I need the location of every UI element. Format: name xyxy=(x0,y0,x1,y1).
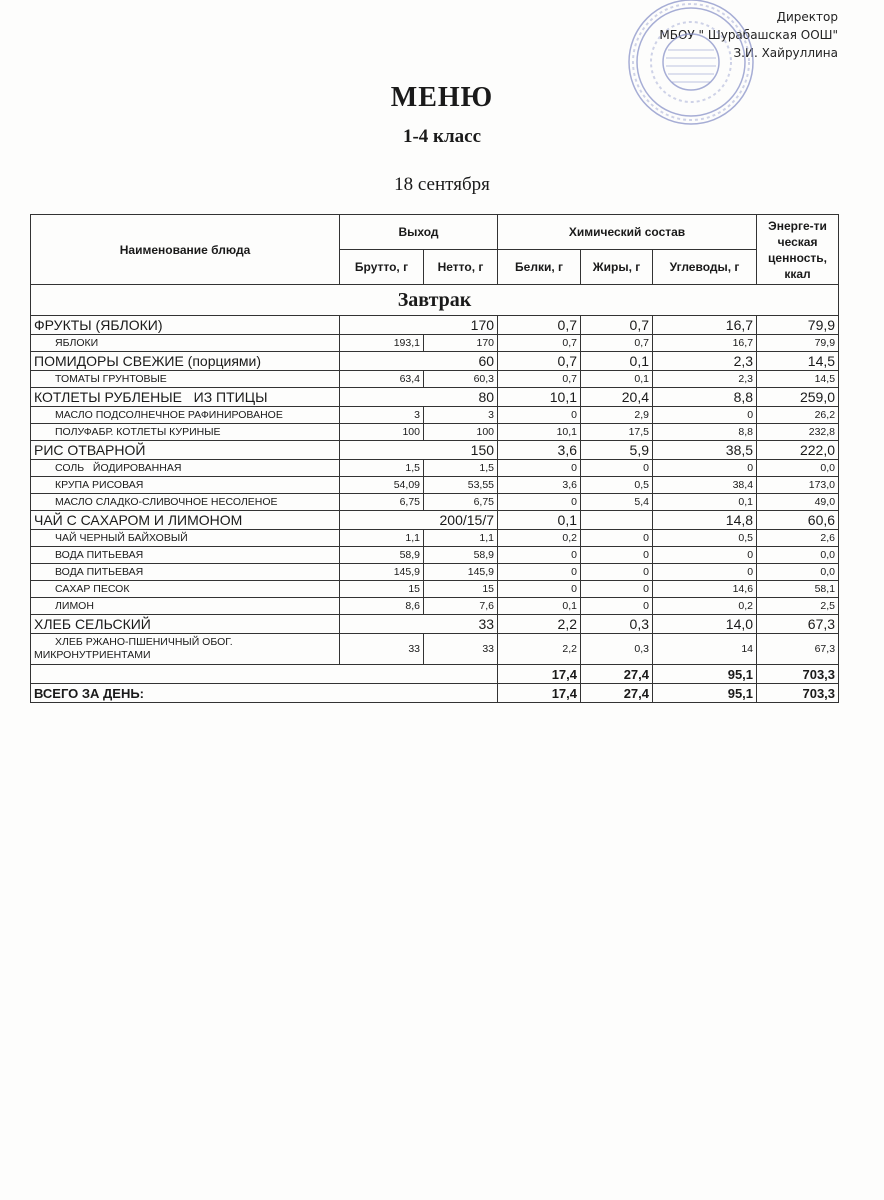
ingredient-netto: 15 xyxy=(424,581,498,598)
ingredient-carbs: 0,5 xyxy=(653,530,757,547)
ingredient-brutto: 100 xyxy=(340,424,424,441)
ingredient-brutto: 8,6 xyxy=(340,598,424,615)
dish-carbs: 16,7 xyxy=(653,316,757,335)
dish-row xyxy=(31,388,839,407)
ingredient-fat: 0,7 xyxy=(581,335,653,352)
ingredient-protein: 0,7 xyxy=(498,371,581,388)
dish-fat: 5,9 xyxy=(581,441,653,460)
dish-name: ЧАЙ С САХАРОМ И ЛИМОНОМ xyxy=(31,511,340,530)
ingredient-fat: 0,3 xyxy=(581,634,653,665)
ingredient-carbs: 0,2 xyxy=(653,598,757,615)
dish-energy: 222,0 xyxy=(757,441,839,460)
ingredient-name: ТОМАТЫ ГРУНТОВЫЕ xyxy=(31,371,340,388)
ingredient-protein: 10,1 xyxy=(498,424,581,441)
ingredient-fat: 0 xyxy=(581,460,653,477)
ingredient-carbs: 14 xyxy=(653,634,757,665)
ingredient-row xyxy=(31,598,839,615)
ingredient-fat: 0 xyxy=(581,564,653,581)
dish-row xyxy=(31,352,839,371)
document-title: МЕНЮ xyxy=(390,82,494,113)
dish-carbs: 38,5 xyxy=(653,441,757,460)
ingredient-name: ВОДА ПИТЬЕВАЯ xyxy=(31,564,340,581)
dish-name: ПОМИДОРЫ СВЕЖИЕ (порциями) xyxy=(31,352,340,371)
dish-name: ФРУКТЫ (ЯБЛОКИ) xyxy=(31,316,340,335)
dish-row xyxy=(31,316,839,335)
class-label: 1-4 класс xyxy=(402,126,482,147)
ingredient-netto: 60,3 xyxy=(424,371,498,388)
ingredient-protein: 0 xyxy=(498,407,581,424)
ingredient-row xyxy=(31,530,839,547)
menu-table xyxy=(30,214,839,703)
ingredient-name: КРУПА РИСОВАЯ xyxy=(31,477,340,494)
dish-output: 60 xyxy=(340,352,498,371)
ingredient-energy: 14,5 xyxy=(757,371,839,388)
ingredient-carbs: 0 xyxy=(653,564,757,581)
ingredient-netto: 3 xyxy=(424,407,498,424)
ingredient-brutto: 1,5 xyxy=(340,460,424,477)
col-header-output: Выход xyxy=(340,215,498,250)
ingredient-row xyxy=(31,460,839,477)
dish-fat: 0,1 xyxy=(581,352,653,371)
ingredient-row xyxy=(31,547,839,564)
ingredient-carbs: 0 xyxy=(653,407,757,424)
subtotal-fat: 27,4 xyxy=(581,665,653,684)
ingredient-brutto: 63,4 xyxy=(340,371,424,388)
dish-protein: 2,2 xyxy=(498,615,581,634)
ingredient-carbs: 2,3 xyxy=(653,371,757,388)
ingredient-name-text: ХЛЕБ РЖАНО-ПШЕНИЧНЫЙ ОБОГ. МИКРОНУТРИЕНТАМИ xyxy=(34,636,233,661)
subtotal-protein: 17,4 xyxy=(498,665,581,684)
approval-signatory: З.И. Хайруллина xyxy=(733,46,838,60)
ingredient-row xyxy=(31,371,839,388)
ingredient-name: МАСЛО ПОДСОЛНЕЧНОЕ РАФИНИРОВАНОЕ xyxy=(31,407,340,424)
ingredient-row xyxy=(31,564,839,581)
ingredient-brutto: 58,9 xyxy=(340,547,424,564)
dish-row xyxy=(31,615,839,634)
ingredient-brutto: 33 xyxy=(340,634,424,665)
dish-row xyxy=(31,441,839,460)
col-header-chem: Химический состав xyxy=(498,215,757,250)
dish-energy: 60,6 xyxy=(757,511,839,530)
ingredient-row xyxy=(31,424,839,441)
ingredient-name: ЛИМОН xyxy=(31,598,340,615)
ingredient-row xyxy=(31,335,839,352)
total-fat: 27,4 xyxy=(581,684,653,703)
ingredient-protein: 0 xyxy=(498,581,581,598)
subtotal-label-cell xyxy=(31,665,498,684)
ingredient-netto: 58,9 xyxy=(424,547,498,564)
dish-output: 200/15/7 xyxy=(340,511,498,530)
ingredient-carbs: 8,8 xyxy=(653,424,757,441)
ingredient-energy: 26,2 xyxy=(757,407,839,424)
dish-protein: 3,6 xyxy=(498,441,581,460)
total-label: ВСЕГО ЗА ДЕНЬ: xyxy=(31,684,498,703)
total-carbs: 95,1 xyxy=(653,684,757,703)
ingredient-name: ЯБЛОКИ xyxy=(31,335,340,352)
ingredient-energy: 58,1 xyxy=(757,581,839,598)
ingredient-netto: 170 xyxy=(424,335,498,352)
ingredient-fat: 0 xyxy=(581,581,653,598)
ingredient-brutto: 3 xyxy=(340,407,424,424)
ingredient-fat: 17,5 xyxy=(581,424,653,441)
ingredient-netto: 1,1 xyxy=(424,530,498,547)
ingredient-protein: 0 xyxy=(498,494,581,511)
dish-output: 170 xyxy=(340,316,498,335)
ingredient-netto: 33 xyxy=(424,634,498,665)
ingredient-carbs: 16,7 xyxy=(653,335,757,352)
total-row xyxy=(31,684,839,703)
ingredient-protein: 0 xyxy=(498,564,581,581)
ingredient-netto: 100 xyxy=(424,424,498,441)
dish-fat: 0,7 xyxy=(581,316,653,335)
dish-protein: 10,1 xyxy=(498,388,581,407)
col-header-fat: Жиры, г xyxy=(581,250,653,285)
ingredient-energy: 0,0 xyxy=(757,547,839,564)
ingredient-protein: 0,1 xyxy=(498,598,581,615)
ingredient-energy: 79,9 xyxy=(757,335,839,352)
col-header-name: Наименование блюда xyxy=(31,215,340,285)
ingredient-netto: 145,9 xyxy=(424,564,498,581)
dish-protein: 0,1 xyxy=(498,511,581,530)
ingredient-energy: 67,3 xyxy=(757,634,839,665)
dish-output: 33 xyxy=(340,615,498,634)
dish-fat: 0,3 xyxy=(581,615,653,634)
ingredient-energy: 49,0 xyxy=(757,494,839,511)
subtotal-carbs: 95,1 xyxy=(653,665,757,684)
col-header-netto: Нетто, г xyxy=(424,250,498,285)
ingredient-fat: 0 xyxy=(581,598,653,615)
section-row xyxy=(31,285,839,316)
dish-energy: 259,0 xyxy=(757,388,839,407)
ingredient-protein: 0 xyxy=(498,547,581,564)
dish-protein: 0,7 xyxy=(498,352,581,371)
dish-energy: 14,5 xyxy=(757,352,839,371)
ingredient-fat: 0,1 xyxy=(581,371,653,388)
header-row xyxy=(31,215,839,250)
dish-output: 150 xyxy=(340,441,498,460)
ingredient-carbs: 0,1 xyxy=(653,494,757,511)
menu-date: 18 сентября xyxy=(394,174,490,195)
ingredient-row xyxy=(31,634,839,665)
ingredient-carbs: 14,6 xyxy=(653,581,757,598)
dish-carbs: 2,3 xyxy=(653,352,757,371)
dish-name: РИС ОТВАРНОЙ xyxy=(31,441,340,460)
ingredient-name: СОЛЬ ЙОДИРОВАННАЯ xyxy=(31,460,340,477)
ingredient-protein: 0,7 xyxy=(498,335,581,352)
ingredient-protein: 0 xyxy=(498,460,581,477)
ingredient-protein: 2,2 xyxy=(498,634,581,665)
ingredient-netto: 1,5 xyxy=(424,460,498,477)
ingredient-protein: 3,6 xyxy=(498,477,581,494)
ingredient-fat: 0 xyxy=(581,530,653,547)
ingredient-fat: 2,9 xyxy=(581,407,653,424)
ingredient-carbs: 0 xyxy=(653,460,757,477)
col-header-carbs: Углеводы, г xyxy=(653,250,757,285)
ingredient-energy: 2,6 xyxy=(757,530,839,547)
col-header-brutto: Брутто, г xyxy=(340,250,424,285)
ingredient-brutto: 15 xyxy=(340,581,424,598)
ingredient-energy: 0,0 xyxy=(757,564,839,581)
ingredient-fat: 0 xyxy=(581,547,653,564)
ingredient-fat: 0,5 xyxy=(581,477,653,494)
ingredient-netto: 6,75 xyxy=(424,494,498,511)
ingredient-brutto: 145,9 xyxy=(340,564,424,581)
ingredient-name: ВОДА ПИТЬЕВАЯ xyxy=(31,547,340,564)
ingredient-netto: 7,6 xyxy=(424,598,498,615)
dish-energy: 79,9 xyxy=(757,316,839,335)
ingredient-name: МАСЛО СЛАДКО-СЛИВОЧНОЕ НЕСОЛЕНОЕ xyxy=(31,494,340,511)
ingredient-name: ПОЛУФАБР. КОТЛЕТЫ КУРИНЫЕ xyxy=(31,424,340,441)
dish-energy: 67,3 xyxy=(757,615,839,634)
approval-organization: МБОУ " Шурабашская ООШ" xyxy=(659,28,838,42)
ingredient-fat: 5,4 xyxy=(581,494,653,511)
col-header-energy: Энерге-ти ческая ценность, ккал xyxy=(757,215,839,285)
ingredient-brutto: 6,75 xyxy=(340,494,424,511)
dish-name: КОТЛЕТЫ РУБЛЕНЫЕ ИЗ ПТИЦЫ xyxy=(31,388,340,407)
ingredient-name: САХАР ПЕСОК xyxy=(31,581,340,598)
dish-carbs: 14,8 xyxy=(653,511,757,530)
col-header-protein: Белки, г xyxy=(498,250,581,285)
ingredient-carbs: 0 xyxy=(653,547,757,564)
ingredient-row xyxy=(31,477,839,494)
subtotal-row xyxy=(31,665,839,684)
approval-position: Директор xyxy=(776,10,838,24)
ingredient-row xyxy=(31,494,839,511)
total-protein: 17,4 xyxy=(498,684,581,703)
ingredient-netto: 53,55 xyxy=(424,477,498,494)
section-title: Завтрак xyxy=(31,285,839,316)
ingredient-brutto: 1,1 xyxy=(340,530,424,547)
subtotal-energy: 703,3 xyxy=(757,665,839,684)
dish-fat: 20,4 xyxy=(581,388,653,407)
ingredient-energy: 232,8 xyxy=(757,424,839,441)
ingredient-energy: 173,0 xyxy=(757,477,839,494)
dish-output: 80 xyxy=(340,388,498,407)
ingredient-protein: 0,2 xyxy=(498,530,581,547)
ingredient-energy: 2,5 xyxy=(757,598,839,615)
dish-carbs: 14,0 xyxy=(653,615,757,634)
dish-row xyxy=(31,511,839,530)
dish-protein: 0,7 xyxy=(498,316,581,335)
ingredient-name: ЧАЙ ЧЕРНЫЙ БАЙХОВЫЙ xyxy=(31,530,340,547)
ingredient-name xyxy=(31,634,340,665)
ingredient-brutto: 193,1 xyxy=(340,335,424,352)
ingredient-row xyxy=(31,407,839,424)
ingredient-brutto: 54,09 xyxy=(340,477,424,494)
dish-name: ХЛЕБ СЕЛЬСКИЙ xyxy=(31,615,340,634)
dish-fat xyxy=(581,511,653,530)
ingredient-row xyxy=(31,581,839,598)
ingredient-carbs: 38,4 xyxy=(653,477,757,494)
dish-carbs: 8,8 xyxy=(653,388,757,407)
total-energy: 703,3 xyxy=(757,684,839,703)
ingredient-energy: 0,0 xyxy=(757,460,839,477)
